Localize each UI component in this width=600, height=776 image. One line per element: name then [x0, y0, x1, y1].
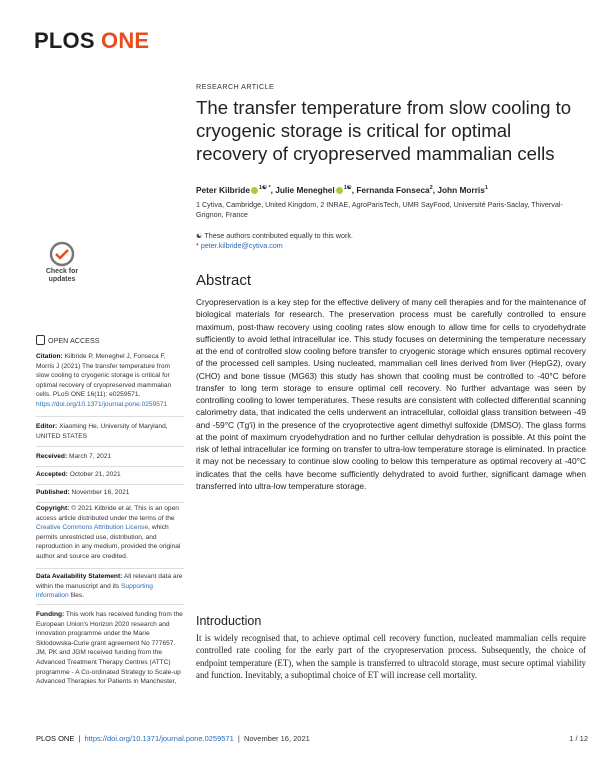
editor-block: [36, 422, 184, 441]
affiliations: 1 Cytiva, Cambridge, United Kingdom, 2 INRAE, AgroParisTech, UMR SayFood, Université Paris-Saclay, Thiverval-Grignon, France: [196, 200, 563, 219]
divider: [36, 502, 184, 503]
contact-prefix: *: [196, 241, 201, 250]
divider: [36, 466, 184, 467]
author-sup: 2: [429, 185, 433, 191]
copyright-label: Copyright:: [36, 505, 70, 512]
received-label: Received:: [36, 453, 68, 460]
copyright-text-end: , which permits unrestricted use, distribution, and reproduction in any medium, provided the original author and source are credited.: [36, 524, 181, 560]
supporting-information-link[interactable]: Supporting information: [36, 582, 153, 600]
page-footer: [36, 734, 588, 743]
open-access-badge: [36, 336, 100, 346]
received-block: [36, 452, 184, 462]
divider: [36, 604, 184, 605]
abstract-text: Cryopreservation is a key step for the effective delivery of many cell therapies and for the maintenance of biological materials for research. The preservation process must be carefully controlled to ensure maximum, post-thaw recovery using cooling rates slow enough to allow time for cells to cryodehydrate sufficiently to avoid lethal intracellular ice. This study focuses on determining the temperature necessary at the end of controlled slow cooling before transfer to cryogenic storage which ensures optimal recovery of the processed cell samples. Using nucleated, mammalian cell lines derived from liver (HepG2), ovary (CHO) and bone tissue (MG63) this study has shown that cooling must be controlled to -40°C before transfer to long term storage to ensure optimal cell recovery. No further advantage was seen by controlling cooling to lower temperatures. These results are consistent with collected differential scanning calorimetry data, that indicated the cells underwent an intracellular, colloidal glass transition between -49 and -59°C (Tg'i) in the presence of the cryoprotective agent dimethyl sulfoxide (DMSO). The glass forms at the point of maximum cryodehydration and no further cellular dehydration is possible. At this point the risk of lethal intracellular ice forming on transfer to ultra-low temperature storage is eliminated. In practice it may not be necessary to continue slow cooling to below this temperature as optimal recovery at -40°C indicates that the cells have become sufficiently dehydrated to avoid further, significant damage when transferred into ultra-low temperature storage.: [196, 297, 586, 491]
citation-label: Citation:: [36, 353, 63, 360]
page-number: 1 / 12: [569, 734, 588, 743]
introduction-heading: Introduction: [196, 614, 262, 628]
data-availability-text-end: files.: [68, 592, 85, 600]
contribution-notes: [196, 231, 586, 251]
accepted-block: [36, 470, 184, 480]
author-sup: 1☯ *: [258, 185, 271, 191]
citation-text: Kilbride P, Meneghel J, Fonseca F, Morris J (2021) The transfer temperature from slow cooling to cryogenic storage is critical for optimal recovery of cryopreserved mammalian cells. PLoS ONE 16(11): e0259571.: [36, 353, 172, 399]
footer-date: November 16, 2021: [243, 734, 310, 743]
abstract-heading: Abstract: [196, 272, 252, 289]
accepted-label: Accepted:: [36, 471, 68, 478]
introduction-text: It is widely recognised that, to achieve optimal cell recovery function, nucleated mammalian cells require controlled rate cooling for the early part of the cryopreservation process. Subsequently, the choice of endpoint temperature (ET), when the sample is transferred to ultracold storage, must secure optimal viability and function. Inevitably, a suboptimal choice of ET will increase cell mortality.: [196, 633, 586, 681]
copyright-text: © 2021 Kilbride et al. This is an open access article distributed under the terms of the: [36, 505, 179, 522]
footer-separator: |: [237, 734, 240, 743]
data-availability-block: [36, 572, 184, 601]
author-sup: 1: [484, 185, 488, 191]
journal-name-part2: ONE: [101, 28, 150, 53]
divider: [36, 416, 184, 417]
footer-journal: PLOS ONE: [36, 734, 75, 743]
lock-open-icon: [36, 335, 45, 345]
published-text: November 16, 2021: [71, 489, 130, 496]
journal-logo: [34, 28, 149, 54]
author-sup: 1☯: [343, 185, 352, 191]
citation-doi-link[interactable]: https://doi.org/10.1371/journal.pone.0259571: [36, 400, 168, 408]
data-availability-text: All relevant data are within the manuscript and its: [36, 573, 183, 590]
footer-doi-link[interactable]: https://doi.org/10.1371/journal.pone.0259571: [84, 734, 234, 743]
footer-separator: |: [78, 734, 81, 743]
corresponding-contact: [196, 241, 586, 251]
author-list: Peter Kilbride $^{1☯ *}$, Julie Meneghel $^{1☯}$, Fernanda Fonseca$^2$, John Morris$^1$: [196, 184, 488, 195]
author-name[interactable]: Fernanda Fonseca: [356, 184, 430, 195]
divider: [36, 446, 184, 447]
divider: [36, 568, 184, 569]
orcid-icon[interactable]: [251, 187, 258, 194]
open-access-label: OPEN ACCESS: [48, 336, 100, 345]
check-for-updates-icon[interactable]: [36, 241, 88, 293]
citation-block: [36, 352, 184, 410]
funding-block: [36, 610, 184, 687]
license-link[interactable]: Creative Commons Attribution License: [36, 524, 149, 532]
funding-label: Funding:: [36, 611, 65, 618]
accepted-text: October 21, 2021: [69, 471, 121, 478]
author-name[interactable]: Julie Meneghel: [275, 184, 335, 195]
editor-label: Editor:: [36, 423, 58, 430]
article-type: RESEARCH ARTICLE: [196, 82, 275, 91]
divider: [36, 484, 184, 485]
published-label: Published:: [36, 489, 70, 496]
copyright-block: [36, 504, 184, 562]
published-block: [36, 488, 184, 498]
funding-text: This work has received funding from the European Union's Horizon 2020 research and innovation programme under the Marie Sklodowska-Curie grant agreement No 777657. JM, PK and JGM received funding from the Advanced Treatment Therapy Centres (ATTC) programme - A Co-ordinated Strategy to Scale-up Advanced Therapies for Patients in Manchester,: [36, 611, 183, 686]
journal-name-part1: PLOS: [34, 28, 95, 53]
orcid-icon[interactable]: [336, 187, 343, 194]
received-text: March 7, 2021: [69, 453, 112, 460]
article-title: The transfer temperature from slow cooling to cryogenic storage is critical for optimal recovery of cryopreserved mammalian cells: [196, 97, 572, 164]
author-name[interactable]: Peter Kilbride: [196, 184, 250, 195]
contact-email-link[interactable]: peter.kilbride@cytiva.com: [200, 241, 283, 250]
equal-contribution-note: ☯ These authors contributed equally to this work.: [196, 231, 353, 240]
data-availability-label: Data Availability Statement:: [36, 573, 123, 580]
check-for-updates-label[interactable]: Check for updates: [45, 268, 79, 283]
editor-text: Xiaoming He, University of Maryland, UNITED STATES: [36, 423, 168, 440]
author-name[interactable]: John Morris: [437, 184, 485, 195]
